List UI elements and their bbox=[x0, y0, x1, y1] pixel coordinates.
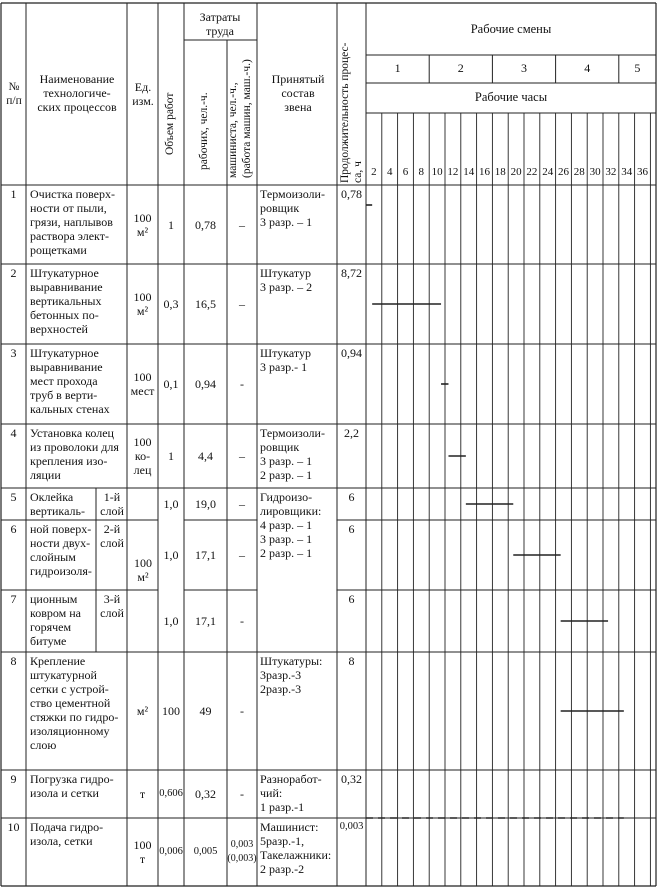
unit: 100 мест bbox=[130, 370, 155, 398]
row-number: 8 bbox=[10, 654, 17, 668]
process-name: Крепление штукатурной сетки с устрой- ство цементной стяжки по гидро- изоляционному слою bbox=[30, 654, 119, 752]
labor-workers: 0,32 bbox=[195, 787, 216, 801]
hour-label: 12 bbox=[447, 166, 459, 178]
header-no: № п/п bbox=[6, 81, 22, 107]
volume: 1,0 bbox=[163, 497, 179, 511]
labor-machinists: - bbox=[240, 787, 244, 801]
hour-label: 28 bbox=[573, 166, 585, 178]
volume: 0,1 bbox=[163, 377, 179, 391]
hour-label: 16 bbox=[478, 166, 490, 178]
header-volume: Объем работ bbox=[164, 92, 176, 155]
labor-machinists: - bbox=[240, 704, 244, 718]
duration: 6 bbox=[348, 592, 355, 606]
volume: 1 bbox=[168, 217, 174, 232]
labor-workers: 17,1 bbox=[195, 614, 216, 628]
process-name: ционным ковром на горячем битуме bbox=[30, 592, 81, 648]
labor-workers: 4,4 bbox=[198, 449, 213, 463]
labor-workers: 17,1 bbox=[195, 548, 216, 562]
hour-label: 36 bbox=[636, 166, 648, 178]
row-number: 3 bbox=[10, 346, 17, 360]
hour-label: 30 bbox=[589, 166, 601, 178]
unit: 100 м² bbox=[133, 210, 152, 239]
duration: 8,72 bbox=[341, 266, 362, 280]
header-duration: Продолжительность процес- са, ч bbox=[339, 42, 364, 183]
hour-label: 18 bbox=[494, 166, 506, 178]
labor-machinists: – bbox=[239, 297, 245, 311]
duration: 0,32 bbox=[341, 772, 362, 786]
row-number: 6 bbox=[10, 522, 17, 536]
row-number: 2 bbox=[10, 266, 17, 280]
labor-workers: 19,0 bbox=[195, 497, 216, 511]
header-labor-machinists-2: (работа машин, маш.-ч.) bbox=[241, 59, 253, 178]
header-name: Наименование технологиче- ских процессов bbox=[37, 72, 117, 114]
unit: 100 т bbox=[133, 838, 152, 866]
hour-label: 24 bbox=[542, 166, 554, 178]
process-name: Оклейка вертикаль- bbox=[30, 490, 85, 518]
duration: 0,78 bbox=[341, 187, 362, 201]
labor-machinists: - bbox=[240, 377, 244, 391]
volume: 100 bbox=[162, 704, 180, 718]
row-number: 5 bbox=[10, 490, 17, 504]
labor-machinists: – bbox=[239, 217, 245, 232]
crew: Штукатур 3 разр. – 2 bbox=[260, 266, 313, 294]
header-hours-title: Рабочие часы bbox=[474, 90, 548, 104]
labor-workers: 49 bbox=[199, 704, 212, 718]
labor-workers: 0,005 bbox=[193, 846, 218, 857]
hour-label: 8 bbox=[418, 166, 425, 178]
process-name: Погрузка гидро- изола и сетки bbox=[30, 772, 114, 800]
header-unit: Ед. изм. bbox=[132, 80, 154, 108]
row-number: 9 bbox=[10, 772, 17, 786]
volume: 0,3 bbox=[163, 297, 179, 311]
row-number: 10 bbox=[7, 820, 20, 834]
shift-label: 1 bbox=[394, 61, 401, 75]
process-name: Установка колец из проволоки для крепления изо- ляции bbox=[30, 426, 119, 482]
volume: 1,0 bbox=[163, 548, 179, 562]
duration: 0,94 bbox=[341, 346, 362, 360]
labor-workers: 16,5 bbox=[195, 297, 216, 311]
layer-label: 2-й слой bbox=[100, 522, 124, 550]
hour-label: 32 bbox=[605, 166, 617, 178]
process-name: Штукатурное выравнивание вертикальных бетонных по- верхностей bbox=[30, 266, 103, 336]
row-number: 7 bbox=[10, 592, 17, 606]
duration: 2,2 bbox=[344, 426, 359, 440]
process-name: Штукатурное выравнивание мест прохода труб в верти- кальных стенах bbox=[30, 346, 110, 416]
duration: 0,003 bbox=[339, 821, 364, 832]
crew: Машинист: 5разр.-1, Такелажники: 2 разр.-2 bbox=[260, 820, 332, 876]
crew: Термоизоли- ровщик 3 разр. – 1 bbox=[260, 187, 325, 229]
labor-machinists: – bbox=[239, 497, 245, 511]
crew: Термоизоли- ровщик 3 разр. – 1 2 разр. – 1 bbox=[260, 426, 325, 482]
merged-crew-5-7: Гидроизо- лировщики: 4 разр. – 1 3 разр. – 1 2 разр. – 1 bbox=[260, 490, 322, 560]
layer-label: 3-й слой bbox=[100, 592, 124, 620]
crew: Штукатур 3 разр.- 1 bbox=[260, 346, 311, 374]
unit: 100 м² bbox=[133, 290, 152, 318]
labor-machinists: - bbox=[240, 614, 244, 628]
labor-machinists: – bbox=[239, 449, 245, 463]
unit: м² bbox=[136, 704, 149, 718]
hour-label: 26 bbox=[557, 166, 569, 178]
shift-label: 5 bbox=[634, 61, 641, 75]
volume: 0,006 bbox=[159, 846, 183, 857]
process-name: Очистка поверх- ности от пыли, грязи, наплывов раствора элект- рощетками bbox=[30, 187, 116, 257]
duration: 8 bbox=[348, 654, 355, 668]
duration: 6 bbox=[348, 490, 355, 504]
unit: 100 ко- лец bbox=[133, 435, 152, 477]
process-name: ной поверх- ности двух- слойным гидроизоля- bbox=[30, 522, 92, 578]
header-shifts-title: Рабочие смены bbox=[470, 22, 552, 36]
labor-workers: 0,94 bbox=[195, 377, 216, 391]
unit: т bbox=[139, 787, 146, 801]
header-labor-workers: рабочих, чел.-ч. bbox=[198, 92, 210, 170]
row-number: 4 bbox=[10, 426, 17, 440]
header-labor: Затраты труда bbox=[199, 10, 241, 38]
crew: Штукатуры: 3разр.-3 2разр.-3 bbox=[260, 654, 323, 696]
hour-label: 4 bbox=[386, 166, 393, 178]
shift-label: 2 bbox=[457, 61, 464, 75]
duration: 6 bbox=[348, 522, 355, 536]
shift-label: 4 bbox=[584, 61, 591, 75]
header-crew: Принятый состав звена bbox=[271, 72, 325, 114]
labor-machinists: 0,003 (0,003) bbox=[227, 839, 257, 864]
volume: 1 bbox=[168, 449, 174, 463]
hour-label: 14 bbox=[463, 166, 475, 178]
merged-unit-5-7: 100 м² bbox=[134, 556, 152, 584]
hour-label: 10 bbox=[431, 166, 443, 178]
hour-label: 20 bbox=[510, 166, 522, 178]
hour-label: 2 bbox=[371, 166, 377, 178]
process-name: Подача гидро- изола, сетки bbox=[30, 820, 104, 848]
hour-label: 34 bbox=[621, 166, 633, 178]
hour-label: 22 bbox=[526, 166, 538, 178]
volume: 1,0 bbox=[163, 614, 179, 628]
row-number: 1 bbox=[10, 187, 17, 201]
volume: 0,606 bbox=[159, 788, 183, 799]
shift-label: 3 bbox=[520, 61, 527, 75]
labor-machinists: – bbox=[239, 548, 245, 562]
layer-label: 1-й слой bbox=[100, 490, 124, 518]
header-labor-machinists-1: машиниста, чел.-ч., bbox=[227, 82, 239, 178]
hour-label: 6 bbox=[402, 166, 409, 178]
crew: Разноработ- чий: 1 разр.-1 bbox=[260, 772, 322, 814]
labor-workers: 0,78 bbox=[195, 217, 216, 232]
